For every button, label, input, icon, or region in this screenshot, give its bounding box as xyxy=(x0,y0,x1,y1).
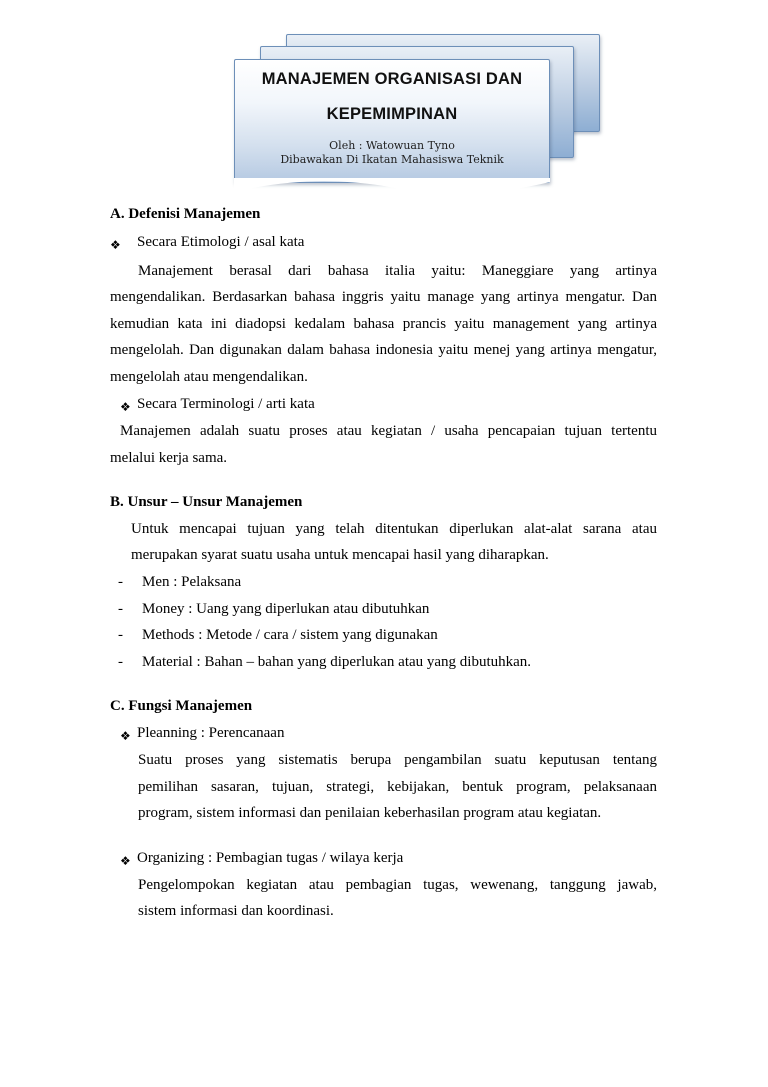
banner-title-line1: MANAJEMEN ORGANISASI DAN xyxy=(261,70,523,88)
section-a-p2-line1: Manajemen adalah suatu proses atau kegiatan / usaha pencapaian tujuan tertentu xyxy=(120,423,657,439)
section-c-p2-line1: Pengelompokan kegiatan atau pembagian tugas, wewenang, tanggung jawab, xyxy=(138,877,657,893)
diamond-bullet-icon: ❖ xyxy=(120,400,131,414)
title-banner xyxy=(234,30,606,190)
section-b-dash: - xyxy=(118,654,123,670)
section-c-p1-line1: Suatu proses yang sistematis berupa pengambilan suatu keputusan tentang xyxy=(138,752,657,768)
section-b-intro-line1: Untuk mencapai tujuan yang telah ditentukan diperlukan alat-alat sarana atau xyxy=(131,521,657,537)
section-b-item-methods: Methods : Metode / cara / sistem yang digunakan xyxy=(142,627,438,643)
section-a-p2-line2: melalui kerja sama. xyxy=(110,450,228,466)
diamond-bullet-icon: ❖ xyxy=(120,729,131,743)
section-b-dash: - xyxy=(118,627,123,643)
diamond-bullet-icon: ❖ xyxy=(110,238,121,252)
section-b-intro-line2: merupakan syarat suatu usaha untuk mencapai hasil yang diharapkan. xyxy=(131,547,549,563)
section-a-bullet1-label: Secara Etimologi / asal kata xyxy=(137,234,305,250)
section-c-p1-line2: pemilihan sasaran, tujuan, strategi, kebijakan, bentuk program, pelaksanaan xyxy=(138,779,657,795)
banner-wave-edge xyxy=(234,178,550,198)
banner-front-card xyxy=(234,59,550,183)
banner-author: Oleh : Watowuan Tyno xyxy=(329,139,455,152)
section-a-p1-line2: mengendalikan. Berdasarkan bahasa inggris yaitu manage yang artinya mengatur. Dan xyxy=(110,289,657,305)
section-a-bullet2-label: Secara Terminologi / arti kata xyxy=(137,396,315,412)
section-c-p2-line2: sistem informasi dan koordinasi. xyxy=(138,903,334,919)
section-c-bullet2-label: Organizing : Pembagian tugas / wilaya kerja xyxy=(137,850,404,866)
section-c-p1-line3: program, sistem informasi dan penilaian keberhasilan program atau kegiatan. xyxy=(138,805,602,821)
section-a-p1-line3: kemudian kata ini diadopsi kedalam bahasa prancis yaitu management yang artinya xyxy=(110,316,657,332)
section-a-p1-line1: Manajement berasal dari bahasa italia yaitu: Maneggiare yang artinya xyxy=(138,263,657,279)
section-a-p1-line5: mengelolah atau mengendalikan. xyxy=(110,369,308,385)
section-b-item-money: Money : Uang yang diperlukan atau dibutuhkan xyxy=(142,601,430,617)
section-b-item-material: Material : Bahan – bahan yang diperlukan atau yang dibutuhkan. xyxy=(142,654,532,670)
section-c-bullet1-label: Pleanning : Perencanaan xyxy=(137,725,285,741)
section-b-dash: - xyxy=(118,601,123,617)
section-a-heading: A. Defenisi Manajemen xyxy=(110,206,261,222)
banner-title-line2: KEPEMIMPINAN xyxy=(326,105,458,123)
section-b-item-men: Men : Pelaksana xyxy=(142,574,242,590)
section-b-dash: - xyxy=(118,574,123,590)
section-a-p1-line4: mengelolah. Dan digunakan dalam bahasa indonesia yaitu menej yang artinya mengatur, xyxy=(110,342,657,358)
banner-cut-line: Dibawakan Di Ikatan Mahasiswa Teknik xyxy=(280,153,504,166)
section-b-heading: B. Unsur – Unsur Manajemen xyxy=(110,494,303,510)
section-c-heading: C. Fungsi Manajemen xyxy=(110,698,253,714)
diamond-bullet-icon: ❖ xyxy=(120,854,131,868)
